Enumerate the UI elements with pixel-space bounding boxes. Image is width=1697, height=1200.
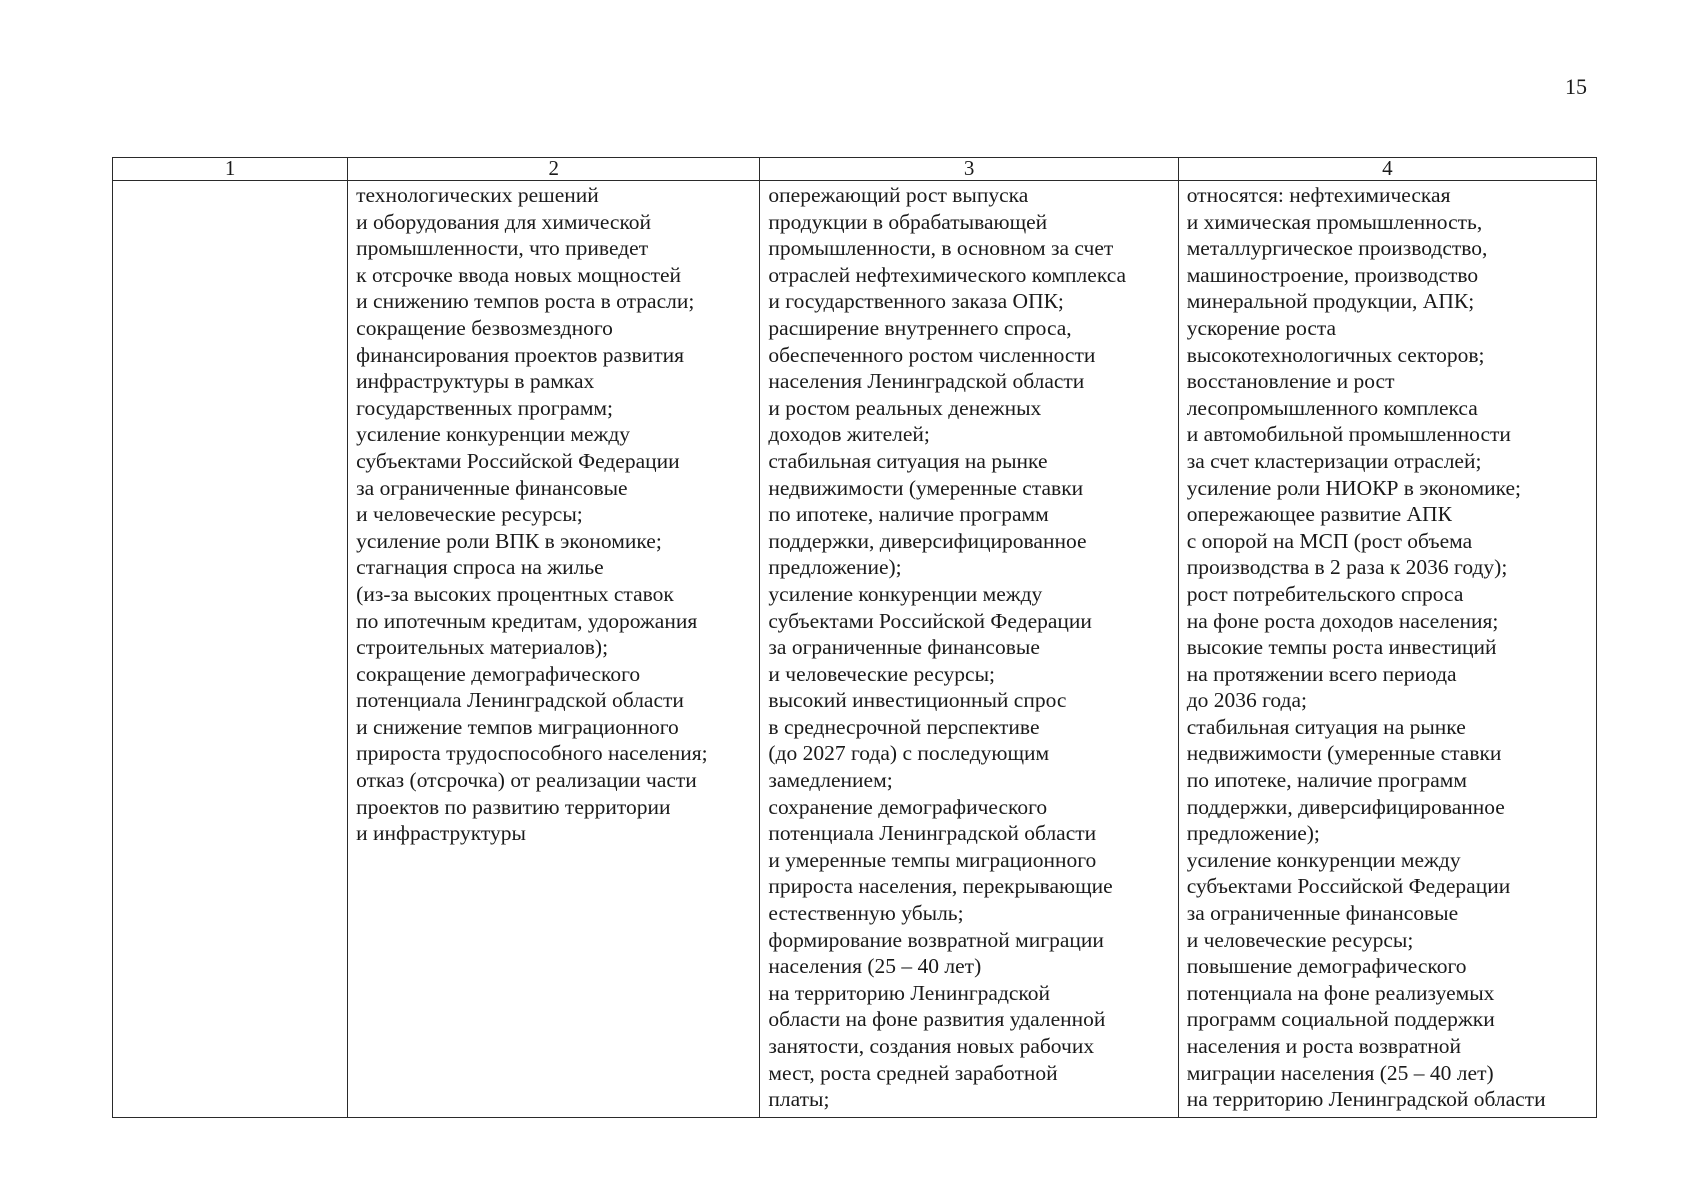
cell-col2-text <box>348 182 759 847</box>
cell-line: миграции населения (25 – 40 лет) <box>1186 1060 1494 1085</box>
cell-line: в среднесрочной перспективе <box>768 714 1040 739</box>
cell-col2 <box>348 181 760 1118</box>
cell-line: на протяжении всего периода <box>1186 661 1457 686</box>
cell-line: субъектами Российской Федерации <box>356 448 680 473</box>
cell-line: и умеренные темпы миграционного <box>768 847 1097 872</box>
cell-line: усиление конкуренции между <box>1186 847 1461 872</box>
cell-line: платы; <box>768 1087 830 1112</box>
cell-line: потенциала Ленинградской области <box>768 821 1097 846</box>
cell-line: сокращение демографического <box>356 661 641 686</box>
cell-col4-text <box>1179 182 1596 1113</box>
cell-line: усиление роли ВПК в экономике; <box>356 528 662 553</box>
cell-line: производства в 2 раза к 2036 году); <box>1186 555 1508 580</box>
cell-col1 <box>113 181 348 1118</box>
cell-line: доходов жителей; <box>768 422 930 447</box>
cell-line: высокие темпы роста инвестиций <box>1186 635 1497 660</box>
cell-line: на фоне роста доходов населения; <box>1186 608 1499 633</box>
cell-line: субъектами Российской Федерации <box>768 608 1092 633</box>
cell-line: проектов по развитию территории <box>356 794 671 819</box>
cell-line: с опорой на МСП (рост объема <box>1186 528 1473 553</box>
cell-line: отказ (отсрочка) от реализации части <box>356 768 697 793</box>
cell-line: недвижимости (умеренные ставки <box>768 475 1084 500</box>
cell-line: металлургическое производство, <box>1186 236 1488 261</box>
cell-line: опережающий рост выпуска <box>768 183 1029 207</box>
cell-line: высокотехнологичных секторов; <box>1186 342 1485 367</box>
cell-line: предложение); <box>768 555 902 580</box>
cell-col4 <box>1178 181 1596 1118</box>
cell-line: технологических решений <box>356 183 599 207</box>
cell-line: области на фоне развития удаленной <box>768 1007 1106 1032</box>
cell-line: субъектами Российской Федерации <box>1186 874 1511 899</box>
cell-line: усиление конкуренции между <box>768 581 1043 606</box>
cell-line: стабильная ситуация на рынке <box>768 448 1048 473</box>
cell-line: опережающее развитие АПК <box>1186 502 1452 527</box>
cell-line: прироста населения, перекрывающие <box>768 874 1113 899</box>
cell-line: программ социальной поддержки <box>1186 1007 1495 1032</box>
cell-line: поддержки, диверсифицированное <box>1186 794 1505 819</box>
cell-line: расширение внутреннего спроса, <box>768 315 1072 340</box>
cell-line: формирование возвратной миграции <box>768 927 1104 952</box>
page-number: 15 <box>1565 74 1587 99</box>
cell-line: по ипотечным кредитам, удорожания <box>356 608 698 633</box>
cell-line: потенциала Ленинградской области <box>356 688 684 713</box>
cell-line: (из-за высоких процентных ставок <box>356 581 674 606</box>
cell-line: и ростом реальных денежных <box>768 395 1042 420</box>
cell-line: на территорию Ленинградской <box>768 980 1051 1005</box>
cell-line: и инфраструктуры <box>356 821 526 846</box>
cell-line: стагнация спроса на жилье <box>356 555 604 580</box>
table-row <box>113 181 1597 1118</box>
cell-line: промышленности, в основном за счет <box>768 236 1114 261</box>
cell-line: (до 2027 года) с последующим <box>768 741 1050 766</box>
cell-line: сокращение безвозмездного <box>356 315 613 340</box>
cell-line: населения (25 – 40 лет) <box>768 954 982 979</box>
cell-line: финансирования проектов развития <box>356 342 684 367</box>
cell-line: и автомобильной промышленности <box>1186 422 1511 447</box>
cell-line: и снижению темпов роста в отрасли; <box>356 289 695 314</box>
cell-line: и государственного заказа ОПК; <box>768 289 1064 314</box>
cell-line: за счет кластеризации отраслей; <box>1186 448 1482 473</box>
cell-line: занятости, создания новых рабочих <box>768 1034 1095 1058</box>
cell-line: по ипотеке, наличие программ <box>1186 768 1467 793</box>
cell-line: замедлением; <box>768 768 893 793</box>
cell-line: рост потребительского спроса <box>1186 581 1464 606</box>
cell-line: недвижимости (умеренные ставки <box>1186 741 1502 766</box>
cell-line: населения и роста возвратной <box>1186 1034 1461 1058</box>
cell-line: продукции в обрабатывающей <box>768 209 1048 234</box>
cell-line: повышение демографического <box>1186 954 1467 979</box>
cell-line: естественную убыль; <box>768 901 964 926</box>
cell-line: инфраструктуры в рамках <box>356 369 595 394</box>
cell-col3-text <box>760 182 1177 1113</box>
cell-line: государственных программ; <box>356 395 614 420</box>
cell-line: относятся: нефтехимическая <box>1186 183 1451 207</box>
cell-line: строительных материалов); <box>356 635 609 660</box>
cell-line: и человеческие ресурсы; <box>768 661 996 686</box>
cell-line: ускорение роста <box>1186 315 1337 340</box>
cell-line: до 2036 года; <box>1186 688 1308 713</box>
cell-line: высокий инвестиционный спрос <box>768 688 1067 713</box>
cell-line: за ограниченные финансовые <box>768 635 1040 660</box>
cell-line: отраслей нефтехимического комплекса <box>768 262 1127 287</box>
cell-line: за ограниченные финансовые <box>1186 901 1459 926</box>
cell-line: и человеческие ресурсы; <box>356 502 583 527</box>
cell-line: сохранение демографического <box>768 794 1048 819</box>
cell-line: усиление конкуренции между <box>356 422 631 447</box>
cell-line: поддержки, диверсифицированное <box>768 528 1087 553</box>
data-table <box>112 157 1597 1118</box>
cell-line: восстановление и рост <box>1186 369 1395 394</box>
cell-line: промышленности, что приведет <box>356 236 649 261</box>
cell-line: прироста трудоспособного населения; <box>356 741 708 766</box>
cell-line: и человеческие ресурсы; <box>1186 927 1414 952</box>
column-header-2: 2 <box>348 158 760 181</box>
column-header-3: 3 <box>760 158 1178 181</box>
cell-line: потенциала на фоне реализуемых <box>1186 980 1495 1005</box>
column-header-1: 1 <box>113 158 348 181</box>
cell-col3 <box>760 181 1178 1118</box>
cell-line: лесопромышленного комплекса <box>1186 395 1478 420</box>
table-header-row <box>113 158 1597 181</box>
cell-line: стабильная ситуация на рынке <box>1186 714 1466 739</box>
cell-line: и оборудования для химической <box>356 209 652 234</box>
cell-line: усиление роли НИОКР в экономике; <box>1186 475 1522 500</box>
cell-line: по ипотеке, наличие программ <box>768 502 1049 527</box>
cell-line: обеспеченного ростом численности <box>768 342 1096 367</box>
cell-line: мест, роста средней заработной <box>768 1060 1058 1085</box>
cell-line: и химическая промышленность, <box>1186 209 1483 234</box>
cell-line: минеральной продукции, АПК; <box>1186 289 1475 314</box>
cell-line: предложение); <box>1186 821 1320 846</box>
cell-line: и снижение темпов миграционного <box>356 714 679 739</box>
column-header-4: 4 <box>1178 158 1596 181</box>
cell-line: машиностроение, производство <box>1186 262 1479 287</box>
cell-line: к отсрочке ввода новых мощностей <box>356 262 682 287</box>
cell-line: на территорию Ленинградской области <box>1186 1087 1546 1112</box>
cell-line: за ограниченные финансовые <box>356 475 628 500</box>
cell-line: населения Ленинградской области <box>768 369 1085 394</box>
